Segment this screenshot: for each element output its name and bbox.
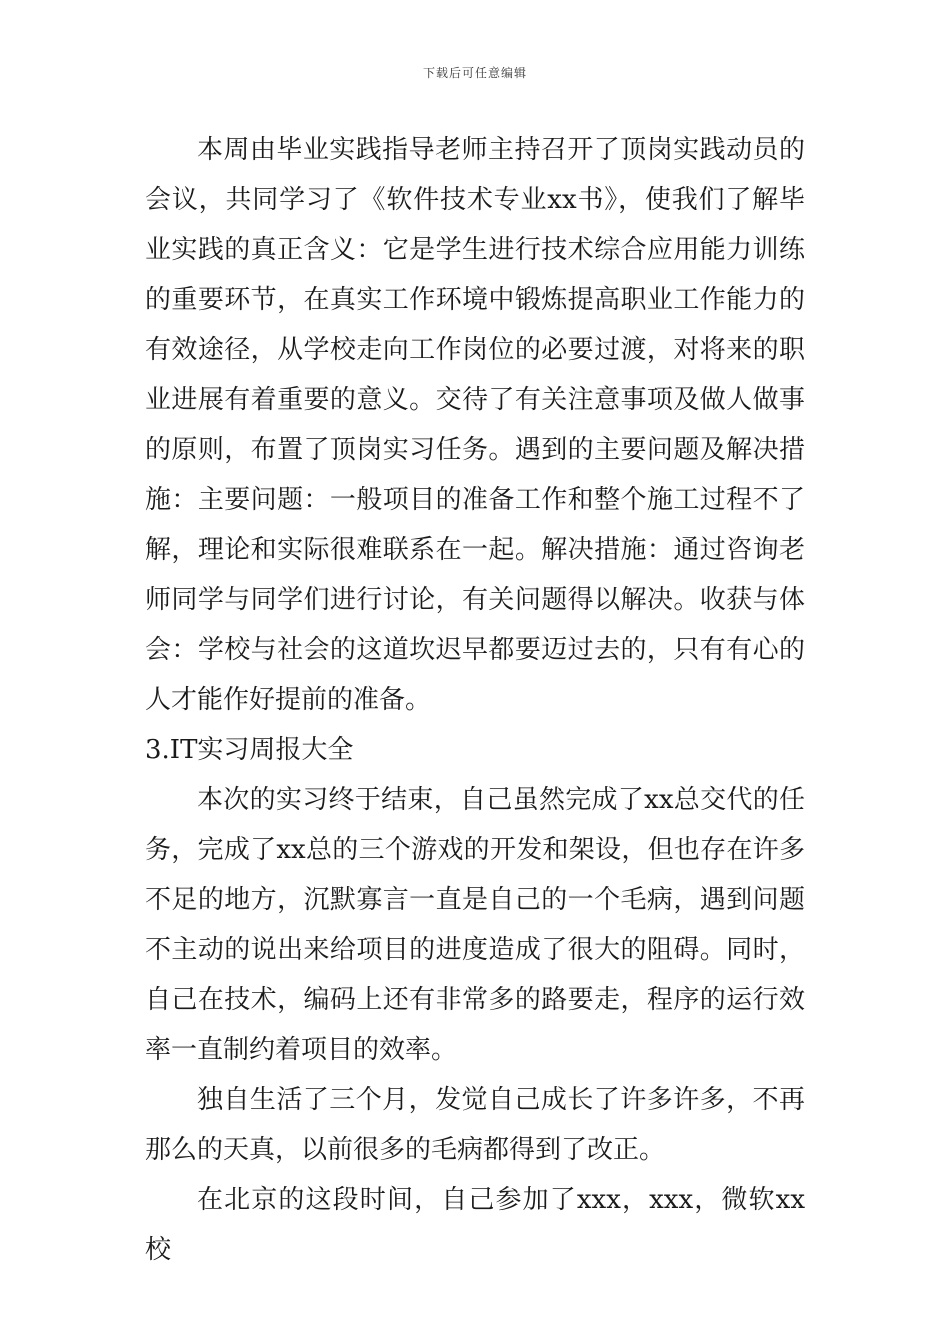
section-heading: 3.IT实习周报大全 — [145, 735, 354, 765]
paragraph-3: 独自生活了三个月，发觉自己成长了许多许多，不再那么的天真，以前很多的毛病都得到了改正。 — [145, 1085, 805, 1165]
paragraph-4: 在北京的这段时间，自己参加了xxx，xxx，微软xx校 — [145, 1185, 805, 1265]
paragraph-2: 本次的实习终于结束，自己虽然完成了xx总交代的任务，完成了xx总的三个游戏的开发和架设，但也存在许多不足的地方，沉默寡言一直是自己的一个毛病，遇到问题不主动的说出来给项目的进度造成了很大的阻碍。同时，自己在技术，编码上还有非常多的路要走，程序的运行效率一直制约着项目的效率。 — [145, 785, 805, 1065]
page-header: 下载后可任意编辑 — [422, 66, 527, 80]
document-body — [145, 125, 805, 1275]
paragraph-1: 本周由毕业实践指导老师主持召开了顶岗实践动员的会议，共同学习了《软件技术专业xx书》，使我们了解毕业实践的真正含义：它是学生进行技术综合应用能力训练的重要环节，在真实工作环境中锻炼提高职业工作能力的有效途径，从学校走向工作岗位的必要过渡，对将来的职业进展有着重要的意义。交待了有关注意事项及做人做事的原则，布置了顶岗实习任务。遇到的主要问题及解决措施：主要问题：一般项目的准备工作和整个施工过程不了解，理论和实际很难联系在一起。解决措施：通过咨询老师同学与同学们进行讨论，有关问题得以解决。收获与体会：学校与社会的这道坎迟早都要迈过去的，只有有心的人才能作好提前的准备。 — [145, 135, 805, 715]
